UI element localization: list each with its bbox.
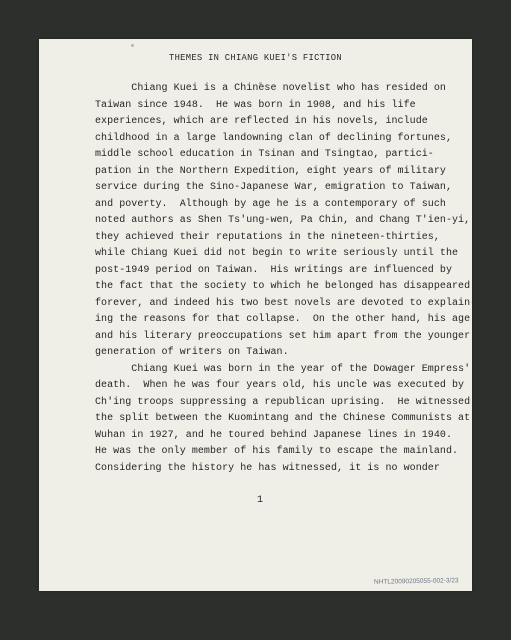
text-line: they achieved their reputations in the nineteen-thirties, (95, 231, 440, 243)
text-line: experiences, which are reflected in his novels, include (95, 116, 428, 127)
document-title: THEMES IN CHIANG KUEI'S FICTION (169, 53, 342, 63)
text-line: Considering the history he has witnessed, it is no wonder (95, 462, 440, 474)
text-line: Chiang Kuei was born in the year of the Dowager Empress' (95, 363, 471, 375)
document-page (39, 39, 477, 591)
text-line: and his literary preoccupations set him apart from the younger (95, 330, 471, 342)
text-line: Ch'ing troops suppressing a republican uprising. He witnessed (95, 396, 471, 408)
text-line: pation in the Northern Expedition, eight years of military (95, 165, 446, 177)
paper-mark (131, 44, 134, 47)
text-line: Wuhan in 1927, and he toured behind Japanese lines in 1940. (95, 429, 453, 441)
text-line: while Chiang Kuei did not begin to write seriously until the (95, 248, 459, 259)
text-line: the split between the Kuomintang and the Chinese Communists at (95, 413, 471, 424)
text-line: death. When he was four years old, his uncle was executed by (95, 380, 465, 391)
text-line: the fact that the society to which he belonged has disappeared (95, 281, 471, 292)
text-line: post-1949 period on Taiwan. His writings are influenced by (95, 264, 453, 276)
text-line: ing the reasons for that collapse. On the other hand, his age (95, 314, 471, 325)
text-line: noted authors as Shen Ts'ung-wen, Pa Chin, and Chang T'ien-yi, (95, 215, 471, 226)
text-line: Taiwan since 1948. He was born in 1908, and his life (95, 99, 416, 111)
text-line: He was the only member of his family to escape the mainland. (95, 446, 459, 457)
text-line: and poverty. Although by age he is a contemporary of such (95, 198, 446, 210)
text-line: generation of writers on Taiwan. (95, 347, 289, 358)
page-number: 1 (257, 495, 264, 506)
text-line: service during the Sino-Japanese War, emigration to Taiwan, (95, 182, 453, 193)
text-line: childhood in a large landowning clan of declining fortunes, (95, 132, 453, 144)
archive-reference-stamp: NHTL20090205055-002-3/23 (373, 577, 459, 586)
text-line: forever, and indeed his two best novels are devoted to explain- (95, 297, 477, 309)
text-line: Chiang Kuei is a Chinese novelist who has resided on (95, 83, 446, 94)
text-line: middle school education in Tsinan and Tsingtao, partici- (95, 149, 434, 160)
